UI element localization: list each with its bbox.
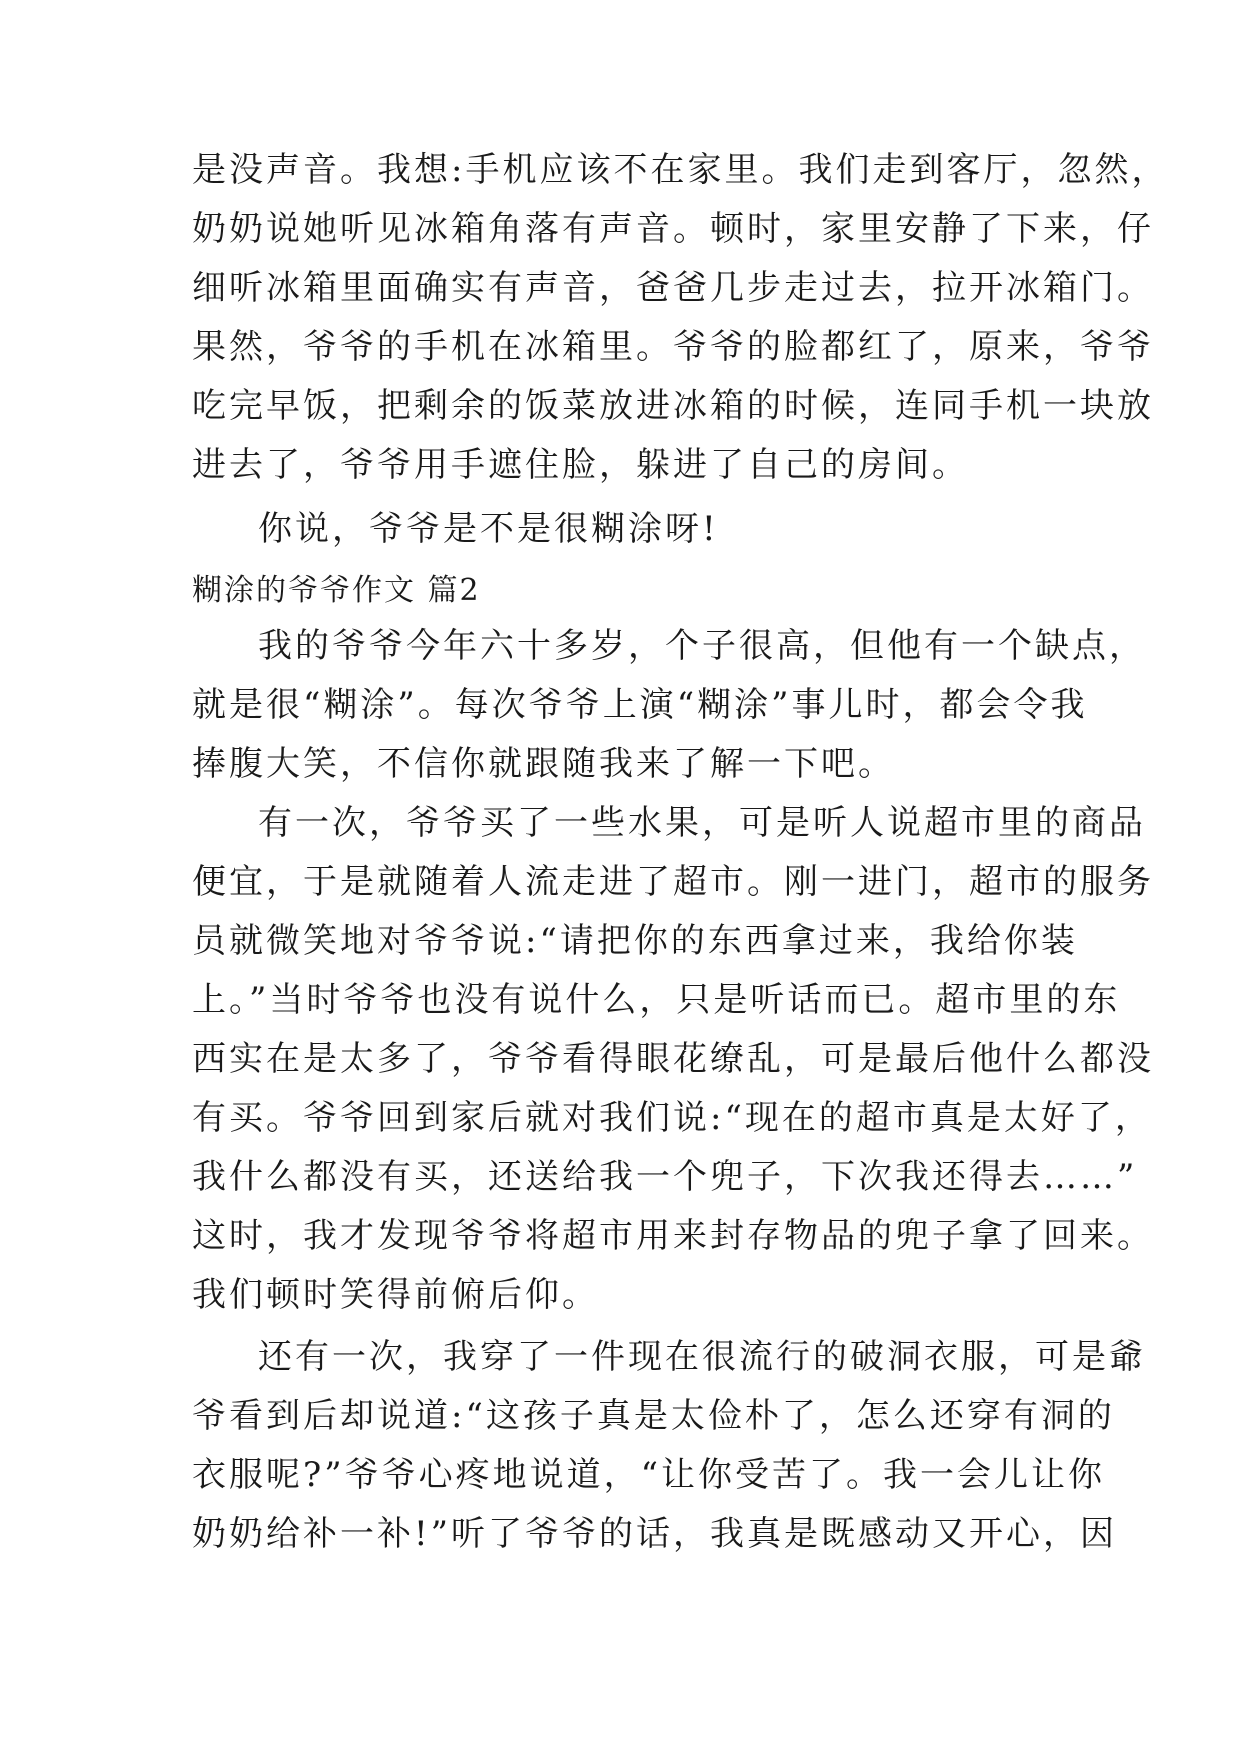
- paragraph-line: 奶奶说她听见冰箱角落有声音。顿时，家里安静了下来，仔: [192, 209, 1154, 249]
- paragraph-line: 上。”当时爷爷也没有说什么，只是听话而已。超市里的东: [192, 980, 1121, 1020]
- paragraph-line: 我的爷爷今年六十多岁，个子很高，但他有一个缺点，: [258, 626, 1146, 666]
- paragraph-line: 还有一次，我穿了一件现在很流行的破洞衣服，可是爺: [258, 1337, 1146, 1377]
- paragraph-line: 衣服呢?”爷爷心疼地说道，“让你受苦了。我一会儿让你: [192, 1455, 1105, 1495]
- paragraph-line: 有一次，爷爷买了一些水果，可是听人说超市里的商品: [258, 803, 1146, 843]
- paragraph-line: 果然，爷爷的手机在冰箱里。爷爷的脸都红了，原来，爷爷: [192, 327, 1154, 367]
- paragraph-line: 奶奶给补一补!”听了爷爷的话，我真是既感动又开心，因: [192, 1514, 1118, 1554]
- paragraph-line: 进去了，爷爷用手遮住脸，躲进了自己的房间。: [192, 445, 969, 485]
- paragraph-line: 西实在是太多了，爷爷看得眼花缭乱，可是最后他什么都没: [192, 1039, 1154, 1079]
- paragraph-line: 就是很“糊涂”。每次爷爷上演“糊涂”事儿时，都会令我: [192, 685, 1088, 725]
- section-heading: 糊涂的爷爷作文 篇2: [192, 573, 481, 608]
- paragraph-line: 员就微笑地对爷爷说:“请把你的东西拿过来，我给你装: [192, 921, 1078, 961]
- paragraph-line: 我们顿时笑得前俯后仰。: [192, 1275, 599, 1315]
- paragraph-line: 便宜，于是就随着人流走进了超市。刚一进门，超市的服务: [192, 862, 1154, 902]
- paragraph-line: 爷看到后却说道:“这孩子真是太俭朴了，怎么还穿有洞的: [192, 1396, 1115, 1436]
- paragraph-line: 吃完早饭，把剩余的饭菜放进冰箱的时候，连同手机一块放: [192, 386, 1154, 426]
- paragraph-line: 细听冰箱里面确实有声音，爸爸几步走过去，拉开冰箱门。: [192, 268, 1154, 308]
- paragraph-line: 我什么都没有买，还送给我一个兜子，下次我还得去……”: [192, 1157, 1138, 1197]
- paragraph-line: 这时，我才发现爷爷将超市用来封存物品的兜子拿了回来。: [192, 1216, 1154, 1256]
- paragraph-line: 你说，爷爷是不是很糊涂呀!: [258, 509, 719, 549]
- paragraph-line: 捧腹大笑，不信你就跟随我来了解一下吧。: [192, 744, 895, 784]
- paragraph-line: 是没声音。我想:手机应该不在家里。我们走到客厅，忽然，: [192, 150, 1169, 190]
- paragraph-line: 有买。爷爷回到家后就对我们说:“现在的超市真是太好了，: [192, 1098, 1152, 1138]
